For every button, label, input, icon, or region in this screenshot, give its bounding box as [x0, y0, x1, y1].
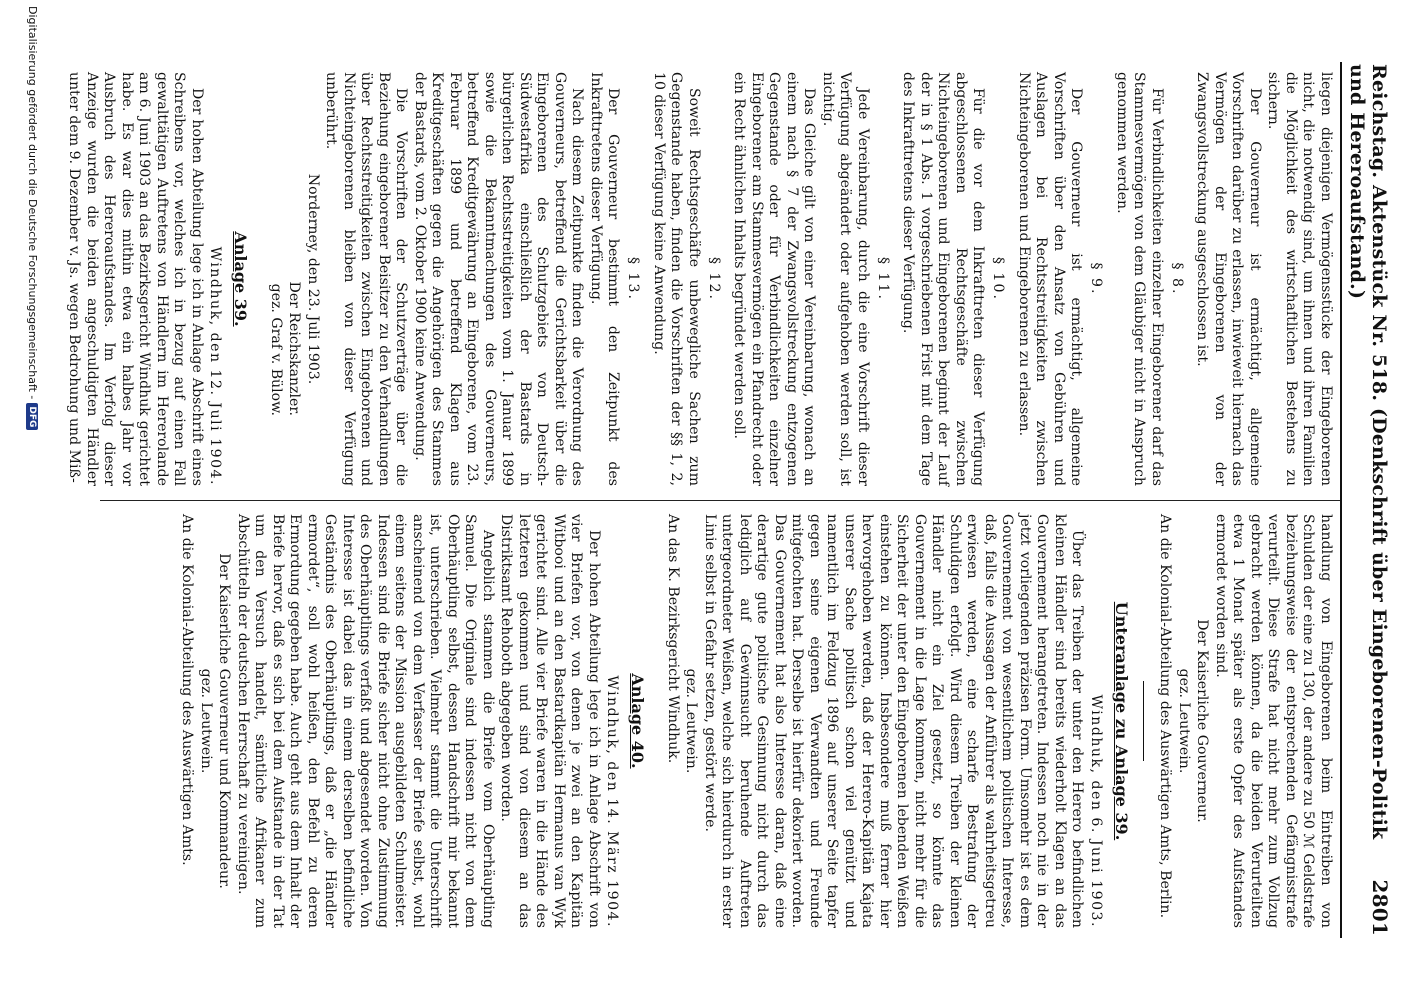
separator-rule — [1143, 681, 1144, 761]
section-heading: § 11. — [875, 257, 891, 301]
signature: gez. Graf v. Bülow. — [268, 283, 284, 416]
text-columns — [66, 62, 1340, 938]
paragraph: Der hohen Abteilung lege ich in Anlage Abschrift von vier Briefen vor, von denen je zwei an den Kapitän Witbooi und an den Bastardkapitän Hermanus van Wyk gerichtet sind. Alle vier Briefe waren in die Hände des letzteren gekommen und sind von diesem an das Distriktsamt Rehoboth abgegeben worden. — [498, 514, 602, 928]
column-divider — [100, 500, 1340, 501]
date-line: Norderney, den 23. Juli 1903. — [305, 173, 321, 385]
digitization-footer — [26, 0, 39, 1000]
paragraph: Der hohen Abteilung lege ich in Anlage Abschrift eines Schreibens vor, welches ich in bezug auf einen Fall gewalttätigen Auftretens von Händlern im Hererolande am 6. Juni 1903 an das Bezirksgericht Windhuk gerichtet habe. Es war dies mithin etwa ein halbes Jahr vor Ausbruch des Hereroaufstandes. Im Verfolg dieser Anzeige wurden die beiden angeschuldigten Händler unter dem 9. Dezember v. Js. wegen Bedrohung und Miß- — [66, 72, 205, 486]
paragraph: Jede Vereinbarung, durch die eine Vorschrift dieser Verfügung abgeändert oder aufgehoben werden soll, ist nichtig. — [820, 72, 871, 486]
paragraph: Soweit Rechtsgeschäfte unbewegliche Sachen zum Gegenstande haben, finden die Vorschriften der §§ 1, 2, 10 dieser Verfügung keine Anwendung. — [651, 72, 702, 486]
section-heading: § 10. — [990, 257, 1007, 301]
address: An die Kolonial-Abteilung des Auswärtigen Amts. — [179, 514, 196, 866]
signature: Der Kaiserliche Gouverneur. — [1194, 619, 1211, 823]
section-heading: § 9. — [1088, 262, 1105, 296]
paragraph: Für Verbindlichkeiten einzelner Eingeborener darf das Stammesvermögen von dem Gläubiger nicht in Anspruch genommen werden. — [1114, 72, 1165, 486]
paragraph: handlung von Eingeborenen beim Eintreiben von Schulden der eine zu 130, der andere zu 50 ℳ Geldstrafe beziehungsweise der entsprechenden Gefängnisstrafe verurteilt. Diese Strafe hat nicht mehr zum Vollzug gebracht werden können, da die beiden Verurteilten etwa 1 Monat später als erste Opfer des Aufstandes ermordet worden sind. — [1213, 514, 1334, 928]
section-heading: § 8. — [1169, 262, 1185, 296]
footer-text: Digitalisierung gefördert durch die Deutsche Forschungsgemeinschaft - — [26, 6, 39, 400]
appendix-heading: Anlage 40. — [628, 673, 648, 769]
paragraph: Der Gouverneur ist ermächtigt, allgemeine Vorschriften darüber zu erlassen, inwieweit hiernach das Vermögen der Eingeborenen von der Zwangsvollstreckung ausgeschlossen ist. — [1194, 72, 1263, 486]
header-title: Reichstag. Aktenstück Nr. 518. (Denkschrift über Eingeborenen-Politik und Hereroaufstand.) — [1346, 64, 1390, 840]
signature: gez. Leutwein. — [683, 668, 700, 774]
header-rule — [1340, 62, 1342, 938]
signature: Der Reichskanzler. — [286, 281, 303, 416]
paragraph: Das Gleiche gilt von einer Vereinbarung, wonach an einem nach § 7 der Zwangsvollstreckung entzogenen Gegenstande oder für Verbindlichkeiten einzelner Eingeborener am Stammesvermögen ein Pfandrecht oder ein Recht ähnlichen Inhalts begründet werden soll. — [731, 72, 818, 486]
paragraph: liegen diejenigen Vermögensstücke der Eingeborenen nicht, die notwendig sind, um ihnen und ihren Familien die Möglichkeit des wirtschaftlichen Bestehens zu sichern. — [1265, 72, 1334, 486]
paragraph: Der Gouverneur bestimmt den Zeitpunkt des Inkrafttretens dieser Verfügung. — [588, 72, 622, 486]
page-number: 2801 — [1368, 879, 1392, 936]
left-column — [66, 62, 1340, 500]
appendix-heading: Unteranlage zu Anlage 39. — [1112, 601, 1131, 841]
dfg-logo-icon: DFG — [27, 403, 39, 430]
right-column — [100, 500, 1340, 938]
section-heading: § 12. — [706, 257, 722, 301]
signature: Der Kaiserliche Gouverneur und Kommandeur. — [216, 553, 233, 889]
signature: gez. Leutwein. — [198, 668, 214, 774]
paragraph: Angeblich stammen die Briefe vom Oberhäuptling Samuel. Die Originale sind indessen nicht von dem Oberhäuptling selbst, dessen Handschrift mir bekannt ist, unterschrieben. Vielmehr stammt die Unterschrift anscheinend von dem Verfasser der Briefe selbst, wohl einem seitens der Mission ausgebildeten Schulmeister. Indessen sind die Briefe sicher nicht ohne Zustimmung des Oberhäuptlings verfaßt und abgesendet worden. Von Interesse ist dabei das in einem derselben befindliche Geständnis des Oberhäuptlings, daß er „die Händler ermordet“, soll wohl heißen, den Befehl zu deren Ermordung gegeben habe. Auch geht aus dem Inhalt der Briefe hervor, daß es sich bei dem Aufstande in der Tat um den Versuch handelt, sämtliche Afrikaner zum Abschütteln der deutschen Herrschaft zu vereinigen. — [235, 514, 496, 928]
date-line: Windhuk, den 14. März 1904. — [604, 675, 621, 928]
appendix-heading: Anlage 39. — [231, 231, 251, 327]
date-line: Windhuk, den 12. Juli 1904. — [207, 246, 224, 486]
paragraph: Die Vorschriften der Schutzverträge über die Beziehung eingeborener Beisitzer zu den Verhandlungen über Rechtsstreitigkeiten zwischen Eingeborenen und Nichteingeborenen bleiben von dieser Verfügung unberührt. — [323, 72, 410, 486]
address: An die Kolonial-Abteilung des Auswärtigen Amts, Berlin. — [1157, 514, 1174, 919]
paragraph: Über das Treiben der unter den Herero befindlichen kleinen Händler sind bereits wiederholt Klagen an das Gouvernement herangetreten. Indessen noch nie in der jetzt vorliegenden präzisen Form. Umsomehr ist es dem Gouvernement von wesentlichem politischen Interesse, daß, falls die Aussagen der Anführer als wahrheitsgetreu erwiesen werden, eine scharfe Bestrafung der Schuldigen erfolgt. Wird diesem Treiben der kleinen Händler nicht ein Ziel gesetzt, so könnte das Gouvernement in die Lage kommen, nicht mehr für die Sicherheit der unter den Eingeborenen lebenden Weißen einstehen zu können. Insbesondere muß ferner hier hervorgehoben werden, daß der Herero-Kapitän Kajata unserer Sache politisch schon viel genützt und namentlich im Feldzug 1896 auf unserer Seite tapfer gegen seine eigenen Verwandten und Freunde mitgefochten hat. Derselbe ist hierfür dekoriert worden. Das Gouvernement hat also Interesse daran, daß eine derartige gute politische Gesinnung nicht durch das lediglich auf Gewinnsucht beruhende Auftreten untergeordneter Weißen, welche sich hierdurch in erster Linie selbst in Gefahr setzen, gestört werde. — [702, 514, 1086, 928]
signature: gez. Leutwein. — [1176, 668, 1192, 774]
page-header — [1344, 62, 1392, 938]
section-heading: § 13. — [625, 257, 642, 301]
address: An das K. Bezirksgericht Windhuk. — [665, 514, 681, 764]
paragraph: Nach diesem Zeitpunkte finden die Verordnung des Gouverneurs, betreffend die Gerichtsbarkeit über die Eingeborenen des Schutzgebiets von Deutsch-Südwestafrika einschließlich der Bastards in bürgerlichen Rechtsstreitigkeiten vom 1. Januar 1899 sowie die Bekanntmachungen des Gouverneurs, betreffend Kreditgewährung an Eingeborene, vom 23. Februar 1899 und betreffend Klagen aus Kreditgeschäften gegen die Angehörigen des Stammes der Bastards, vom 2. Oktober 1900 keine Anwendung. — [412, 72, 586, 486]
paragraph: Für die vor dem Inkrafttreten dieser Verfügung abgeschlossenen Rechtsgeschäfte zwischen Nichteingeborenen und Eingeborenen beginnt der Lauf der in § 1 Abs. 1 vorgeschriebenen Frist mit dem Tage des Inkrafttretens dieser Verfügung. — [900, 72, 987, 486]
date-line: Windhuk, den 6. Juni 1903. — [1088, 694, 1104, 928]
paragraph: Der Gouverneur ist ermächtigt, allgemeine Vorschriften über den Ansatz von Gebühren und Auslagen bei Rechtsstreitigkeiten zwischen Nichteingeborenen und Eingeborenen zu erlassen. — [1016, 72, 1085, 486]
